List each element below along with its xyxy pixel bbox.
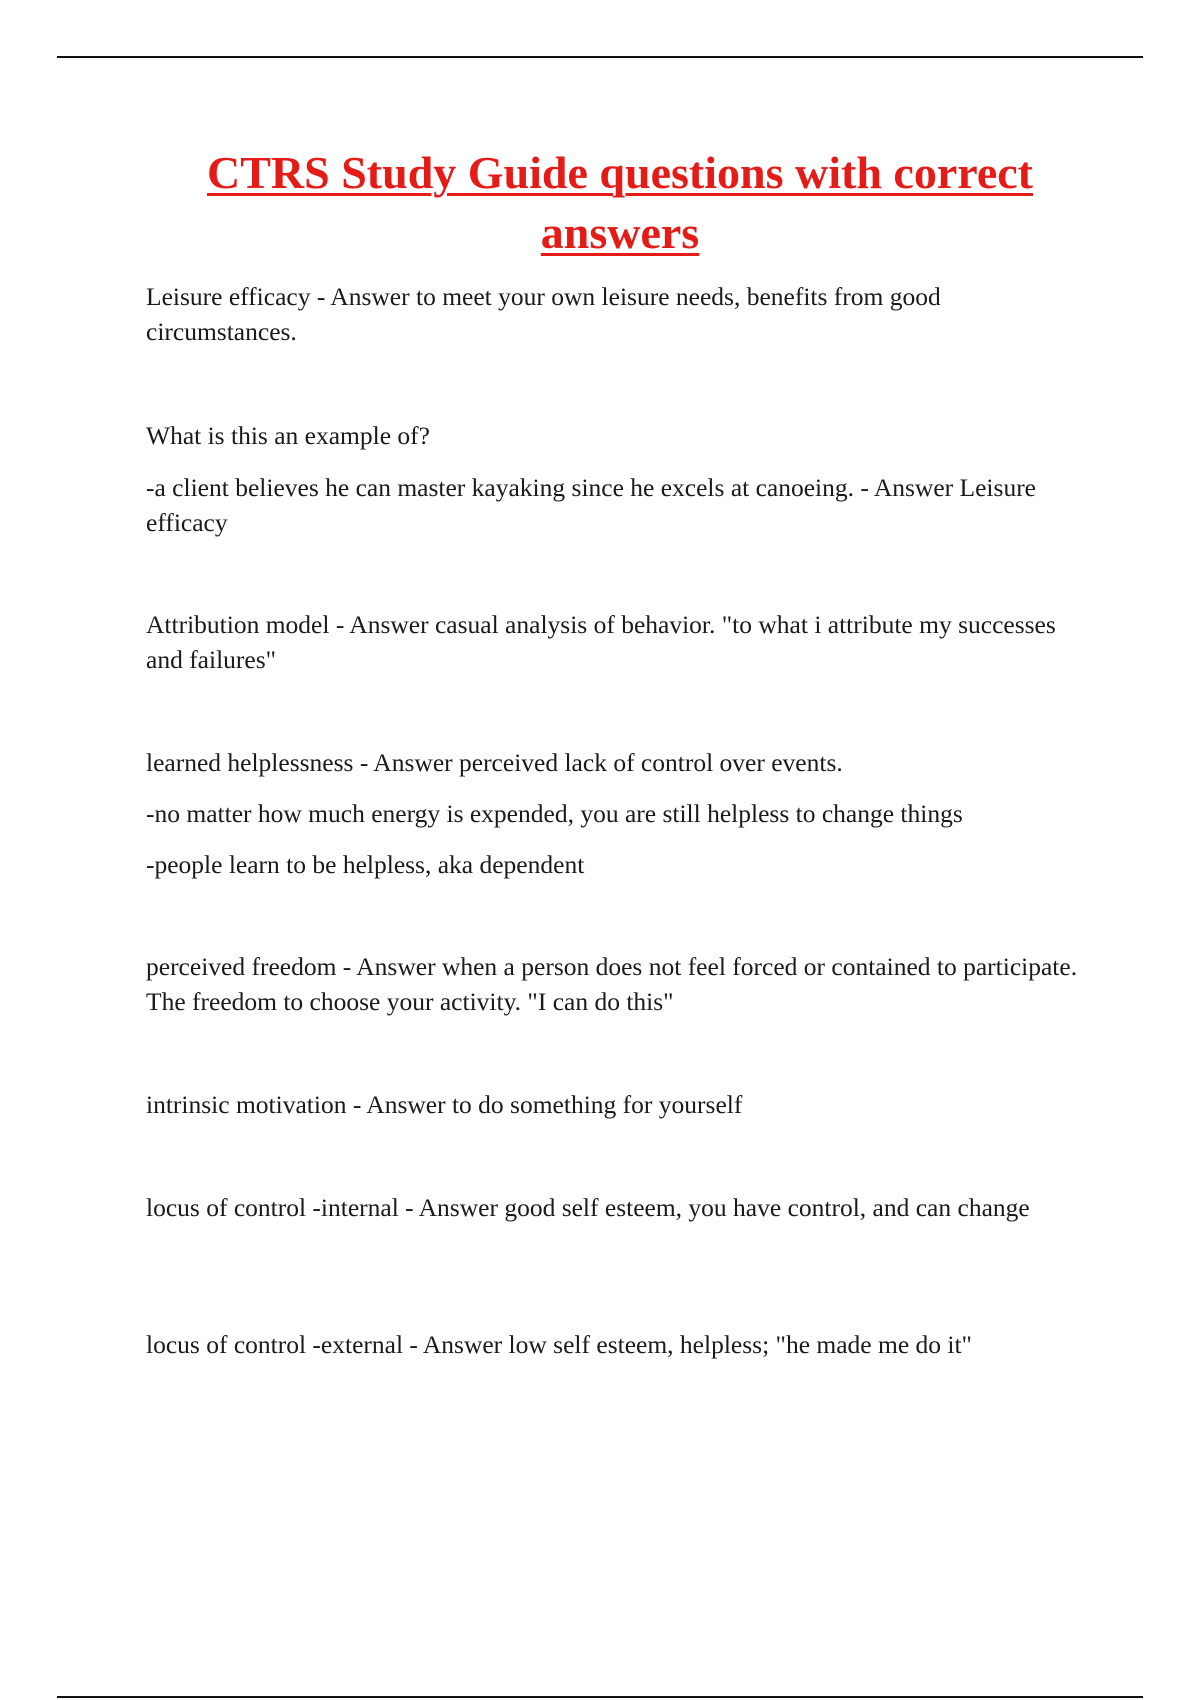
question-example-leisure-efficacy: -a client believes he can master kayaking since he excels at canoeing. - Answer Leisure efficacy bbox=[146, 473, 1036, 537]
definition-intrinsic-motivation: intrinsic motivation - Answer to do something for yourself bbox=[146, 1090, 743, 1119]
bottom-rule bbox=[57, 1696, 1143, 1698]
definition-perceived-freedom: perceived freedom - Answer when a person does not feel forced or contained to participate. The freedom to choose your activity. "I can do this" bbox=[146, 952, 1078, 1016]
document-title: CTRS Study Guide questions with correct answers bbox=[207, 147, 1033, 258]
definition-attribution-model: Attribution model - Answer casual analysis of behavior. "to what i attribute my successes and failures" bbox=[146, 610, 1056, 674]
top-rule bbox=[57, 56, 1143, 58]
question-prompt: What is this an example of? bbox=[146, 421, 430, 450]
definition-learned-helplessness: learned helplessness - Answer perceived lack of control over events. bbox=[146, 748, 843, 777]
definition-locus-internal: locus of control -internal - Answer good self esteem, you have control, and can change bbox=[146, 1193, 1030, 1222]
definition-leisure-efficacy: Leisure efficacy - Answer to meet your own leisure needs, benefits from good circumstances. bbox=[146, 282, 941, 346]
learned-helplessness-point-1: -no matter how much energy is expended, you are still helpless to change things bbox=[146, 799, 963, 828]
learned-helplessness-point-2: -people learn to be helpless, aka dependent bbox=[146, 850, 585, 879]
definition-locus-external: locus of control -external - Answer low self esteem, helpless; "he made me do it" bbox=[146, 1330, 972, 1359]
